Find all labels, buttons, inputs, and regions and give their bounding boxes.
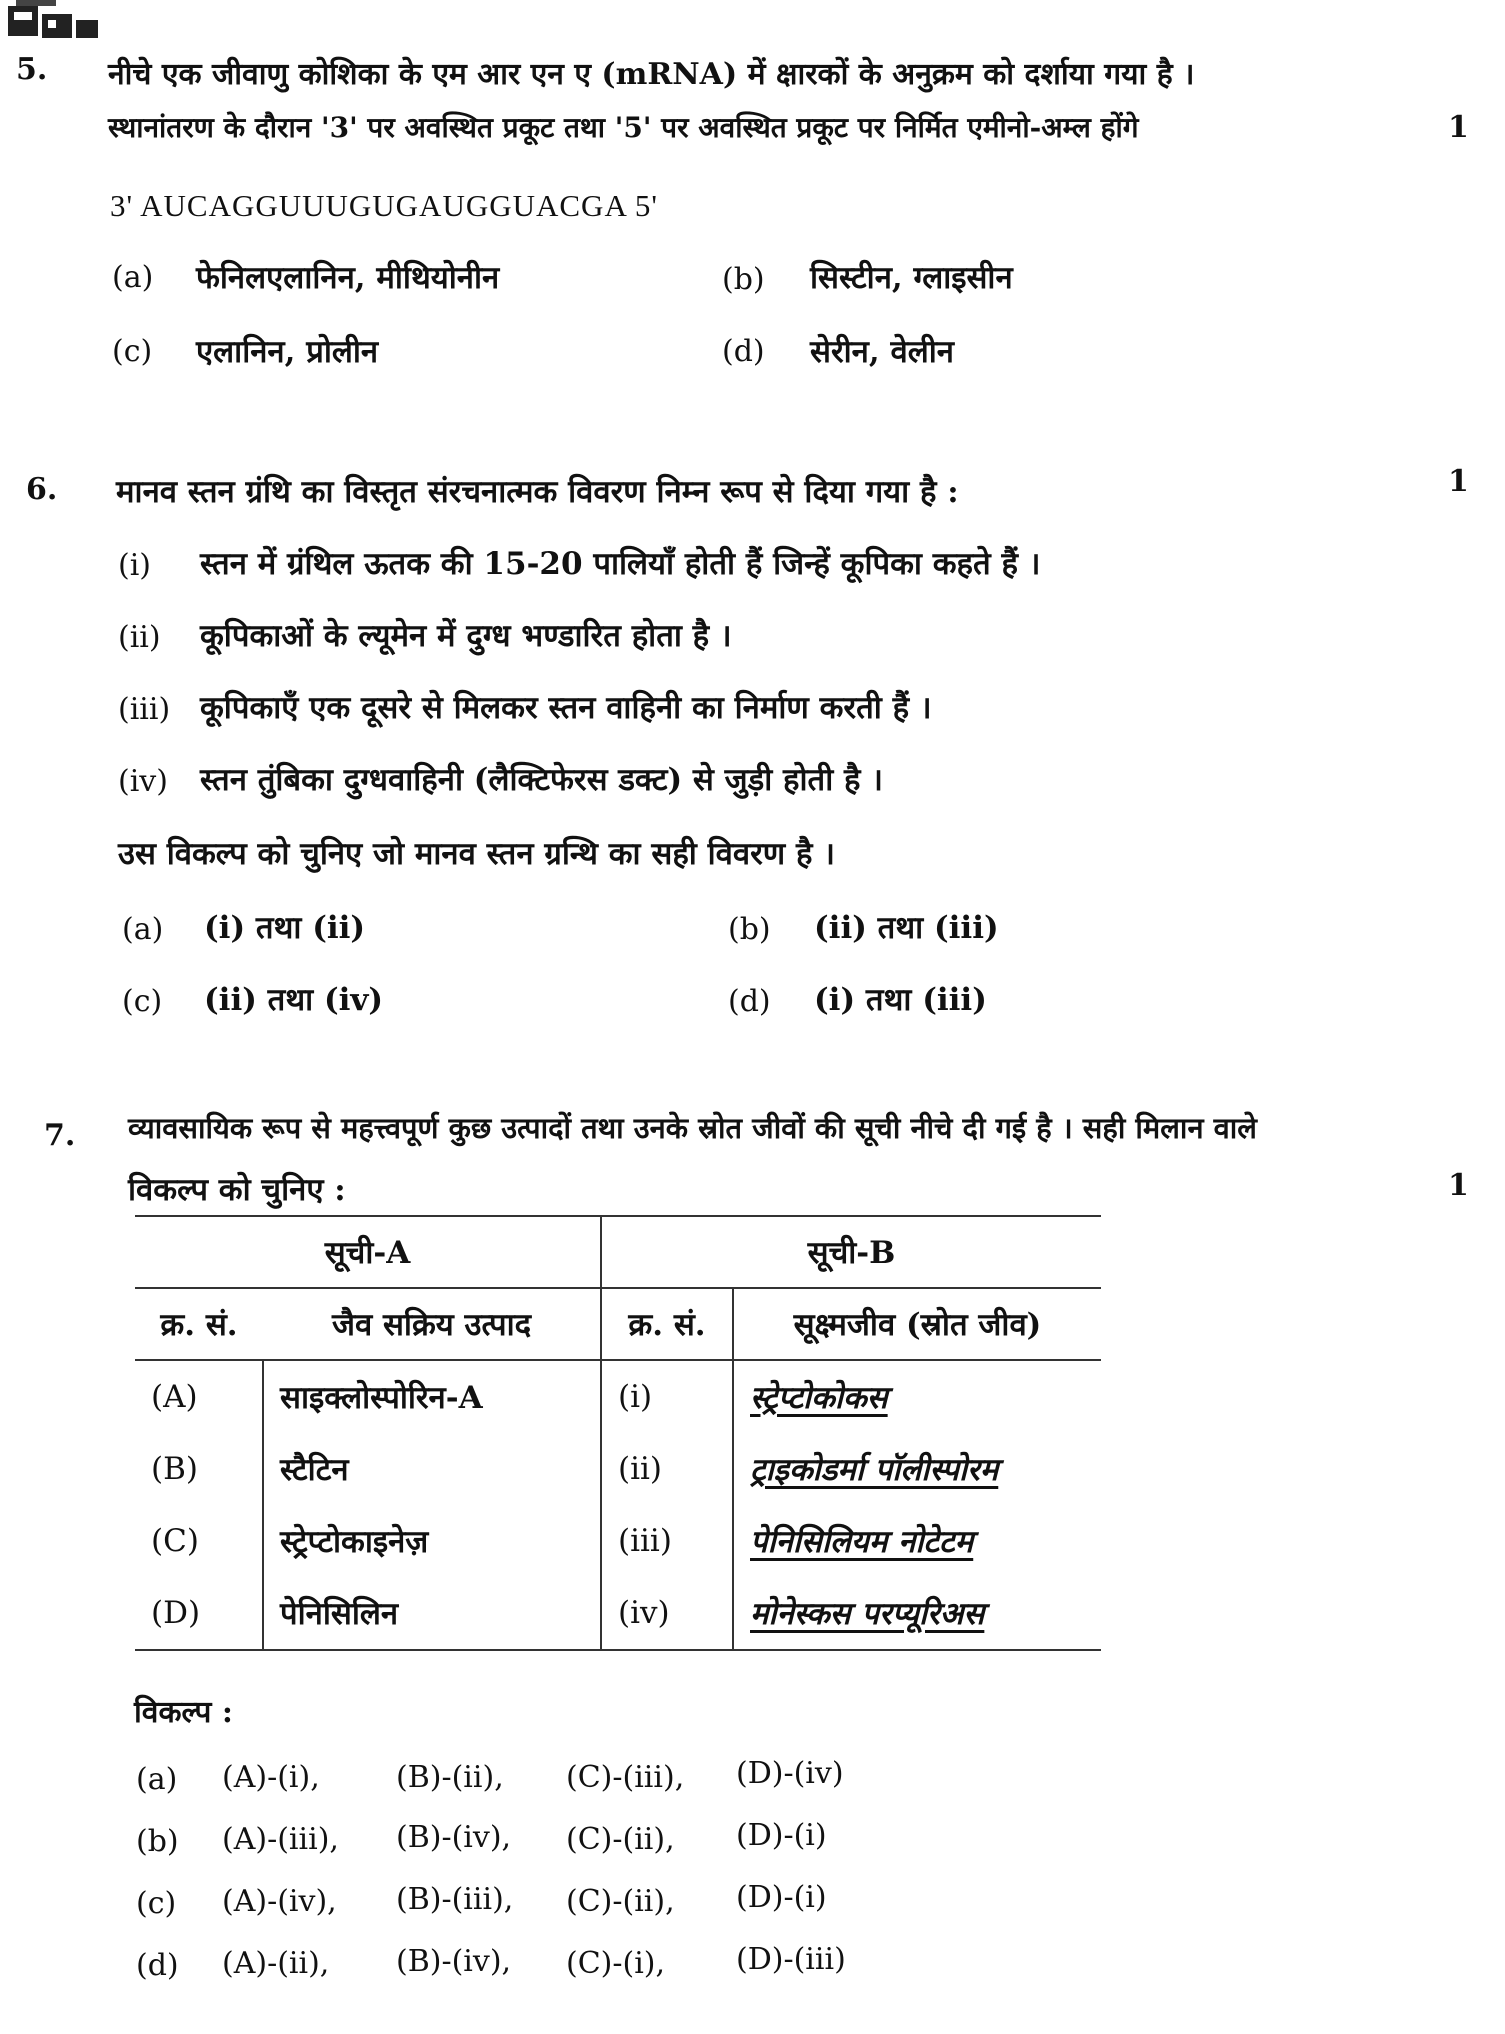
q7-option-d-pair2[interactable]: (B)-(iv), <box>396 1944 512 1979</box>
q5-option-d-label[interactable]: (d) <box>722 334 765 369</box>
q5-option-a-label[interactable]: (a) <box>112 260 154 295</box>
q7-option-a-pair2[interactable]: (B)-(ii), <box>396 1760 504 1795</box>
q6-statement-iii-text: कूपिकाएँ एक दूसरे से मिलकर स्तन वाहिनी का निर्माण करती हैं । <box>200 690 932 726</box>
q5-marks: 1 <box>1448 110 1469 145</box>
q7-option-b-pair1[interactable]: (A)-(iii), <box>222 1822 339 1857</box>
q7-option-d-pair1[interactable]: (A)-(ii), <box>222 1946 330 1981</box>
table-row <box>135 1433 1101 1505</box>
row-ii-serial: (ii) <box>601 1433 733 1505</box>
q7-option-c-label[interactable]: (c) <box>136 1886 177 1921</box>
col-a-product-header: जैव सक्रिय उत्पाद <box>263 1288 601 1360</box>
row-c-serial: (C) <box>151 1523 199 1559</box>
q7-option-b-pair4[interactable]: (D)-(i) <box>736 1818 827 1853</box>
corner-logo-fragment <box>6 0 106 44</box>
q7-option-a-label[interactable]: (a) <box>136 1762 178 1797</box>
row-iv-serial: (iv) <box>601 1577 733 1650</box>
q6-statement-iv-label: (iv) <box>118 764 168 799</box>
row-a-product: साइक्लोस्पोरिन-A <box>263 1360 601 1433</box>
table-row <box>135 1360 1101 1433</box>
row-b-serial: (B) <box>151 1451 198 1487</box>
q7-option-a-pair3[interactable]: (C)-(iii), <box>566 1760 685 1795</box>
q6-option-a-text[interactable]: (i) तथा (ii) <box>204 910 366 946</box>
q6-question: मानव स्तन ग्रंथि का विस्तृत संरचनात्मक विवरण निम्न रूप से दिया गया है : <box>116 474 959 510</box>
q7-question-line1: व्यावसायिक रूप से महत्त्वपूर्ण कुछ उत्पादों तथा उनके स्रोत जीवों की सूची नीचे दी गई है । सही मिलान वाले <box>128 1111 1257 1145</box>
list-a-header: सूची-A <box>135 1216 601 1288</box>
q7-option-d-label[interactable]: (d) <box>136 1948 179 1983</box>
table-column-header-row <box>135 1288 1101 1360</box>
table-row <box>135 1505 1101 1577</box>
q6-option-c-text[interactable]: (ii) तथा (iv) <box>204 982 384 1018</box>
q7-option-b-pair3[interactable]: (C)-(ii), <box>566 1822 675 1857</box>
q6-option-c-label[interactable]: (c) <box>122 984 163 1019</box>
row-i-microbe: स्ट्रेप्टोकोकस <box>750 1380 888 1416</box>
q5-mrna-sequence: 3' AUCAGGUUUGUGAUGGUACGA 5' <box>110 188 658 223</box>
q5-option-b-text[interactable]: सिस्टीन, ग्लाइसीन <box>810 260 1013 296</box>
q6-statement-ii-text: कूपिकाओं के ल्यूमेन में दुग्ध भण्डारित होता है । <box>200 618 732 654</box>
row-iii-serial: (iii) <box>601 1505 733 1577</box>
row-b-product: स्टैटिन <box>263 1433 601 1505</box>
q7-number: 7. <box>44 1118 76 1153</box>
row-d-product: पेनिसिलिन <box>263 1577 601 1650</box>
q5-option-c-text[interactable]: एलानिन, प्रोलीन <box>196 334 379 370</box>
row-iii-microbe: पेनिसिलियम नोटेटम <box>750 1524 974 1560</box>
table-row <box>135 1577 1101 1650</box>
q5-question-line2: स्थानांतरण के दौरान '3' पर अवस्थित प्रकूट तथा '5' पर अवस्थित प्रकूट पर निर्मित एमीनो-अम्ल होंगे <box>108 111 1139 144</box>
q6-statement-ii-label: (ii) <box>118 620 161 655</box>
q7-option-c-pair1[interactable]: (A)-(iv), <box>222 1884 337 1919</box>
row-c-product: स्ट्रेप्टोकाइनेज़ <box>263 1505 601 1577</box>
q7-option-d-pair4[interactable]: (D)-(iii) <box>736 1942 846 1977</box>
q6-statement-i-label: (i) <box>118 548 152 583</box>
q5-option-b-label[interactable]: (b) <box>722 262 765 297</box>
list-b-header: सूची-B <box>601 1216 1101 1288</box>
q7-option-c-pair3[interactable]: (C)-(ii), <box>566 1884 675 1919</box>
row-ii-microbe: ट्राइकोडर्मा पॉलीस्पोरम <box>750 1452 999 1488</box>
q7-question-line2: विकल्प को चुनिए : <box>128 1172 346 1208</box>
q6-statement-iii-label: (iii) <box>118 692 171 727</box>
q5-option-c-label[interactable]: (c) <box>112 334 153 369</box>
row-i-serial: (i) <box>601 1360 733 1433</box>
q6-option-d-text[interactable]: (i) तथा (iii) <box>814 982 987 1018</box>
table-list-header-row <box>135 1216 1101 1288</box>
q6-number: 6. <box>26 472 58 507</box>
match-table <box>135 1215 1101 1651</box>
q7-options-heading: विकल्प : <box>134 1695 233 1730</box>
q6-marks: 1 <box>1448 464 1469 499</box>
row-a-serial: (A) <box>151 1379 198 1415</box>
col-b-microbe-header: सूक्ष्मजीव (स्रोत जीव) <box>733 1288 1101 1360</box>
row-iv-microbe: मोनेस्कस परप्यूरिअस <box>750 1596 985 1632</box>
q7-option-a-pair1[interactable]: (A)-(i), <box>222 1760 320 1795</box>
q6-option-b-label[interactable]: (b) <box>728 912 771 947</box>
q5-option-d-text[interactable]: सेरीन, वेलीन <box>810 334 954 370</box>
q6-statement-i-text: स्तन में ग्रंथिल ऊतक की 15-20 पालियाँ होती हैं जिन्हें कूपिका कहते हैं । <box>200 546 1041 582</box>
q5-question-line1: नीचे एक जीवाणु कोशिका के एम आर एन ए (mRNA) में क्षारकों के अनुक्रम को दर्शाया गया है । <box>108 57 1195 92</box>
q7-option-c-pair4[interactable]: (D)-(i) <box>736 1880 827 1915</box>
col-a-serial-header: क्र. सं. <box>135 1288 263 1360</box>
q7-option-d-pair3[interactable]: (C)-(i), <box>566 1946 666 1981</box>
q5-number: 5. <box>16 52 48 87</box>
q6-option-d-label[interactable]: (d) <box>728 984 771 1019</box>
q6-option-a-label[interactable]: (a) <box>122 912 164 947</box>
q7-option-b-label[interactable]: (b) <box>136 1824 179 1859</box>
row-d-serial: (D) <box>135 1577 263 1650</box>
q6-prompt: उस विकल्प को चुनिए जो मानव स्तन ग्रन्थि का सही विवरण है । <box>118 836 835 872</box>
q7-marks: 1 <box>1448 1168 1469 1203</box>
q6-option-b-text[interactable]: (ii) तथा (iii) <box>814 910 999 946</box>
q7-option-a-pair4[interactable]: (D)-(iv) <box>736 1756 844 1791</box>
q7-option-b-pair2[interactable]: (B)-(iv), <box>396 1820 512 1855</box>
q6-statement-iv-text: स्तन तुंबिका दुग्धवाहिनी (लैक्टिफेरस डक्ट) से जुड़ी होती है । <box>200 762 884 798</box>
q5-option-a-text[interactable]: फेनिलएलानिन, मीथियोनीन <box>196 260 500 296</box>
q7-option-c-pair2[interactable]: (B)-(iii), <box>396 1882 514 1917</box>
col-b-serial-header: क्र. सं. <box>601 1288 733 1360</box>
